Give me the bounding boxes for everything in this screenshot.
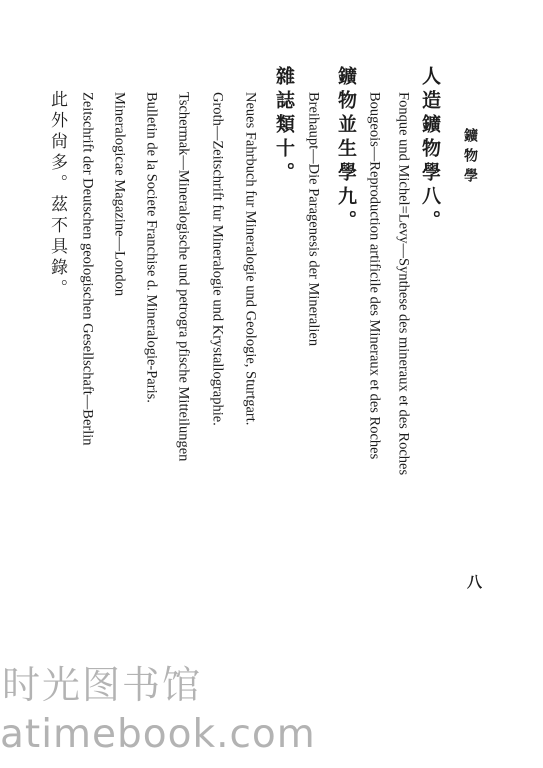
reference-line: Tschermak—Mineralogische und petrogra pfische Mitteilungen [175,92,192,462]
reference-line: Bulletin de la Societe Franchise d. Mineralogie-Paris. [143,92,160,403]
watermark-chinese: 时光图书馆 [2,663,203,707]
reference-line: Neues Fahrbuch fur Mineralogie und Geologie, Sturtgart. [242,92,259,426]
reference-line: Bougeois—Reproduction artificile des Mineraux et des Roches [366,92,383,460]
reference-line: Groth—Zeitschrift fur Mineralogie und Krystallographie. [209,92,226,426]
section-heading-paragenesis: 鑛物並生學九。 [335,66,357,234]
running-head: 鑛物學 [462,128,478,188]
reference-line: Mineralogicae Magazine—London [111,92,128,297]
watermark-url: atimebook.com [0,712,316,757]
page-number: 八 [465,574,483,593]
reference-line: Breihaupt—Die Paragenesis der Mineralien [305,92,322,347]
section-heading-artificial-mineralogy: 人造鑛物學八。 [419,66,441,234]
section-heading-journals: 雜誌類十。 [273,66,295,186]
reference-line: Fonque und Michel=Levy—Synthese des mineraux et des Roches [395,92,412,476]
closing-note: 此外尙多。茲不具錄。 [47,90,67,300]
reference-line: Zeitschrift der Deutschen geologischen Gesellschaft—Berlin [79,92,96,446]
